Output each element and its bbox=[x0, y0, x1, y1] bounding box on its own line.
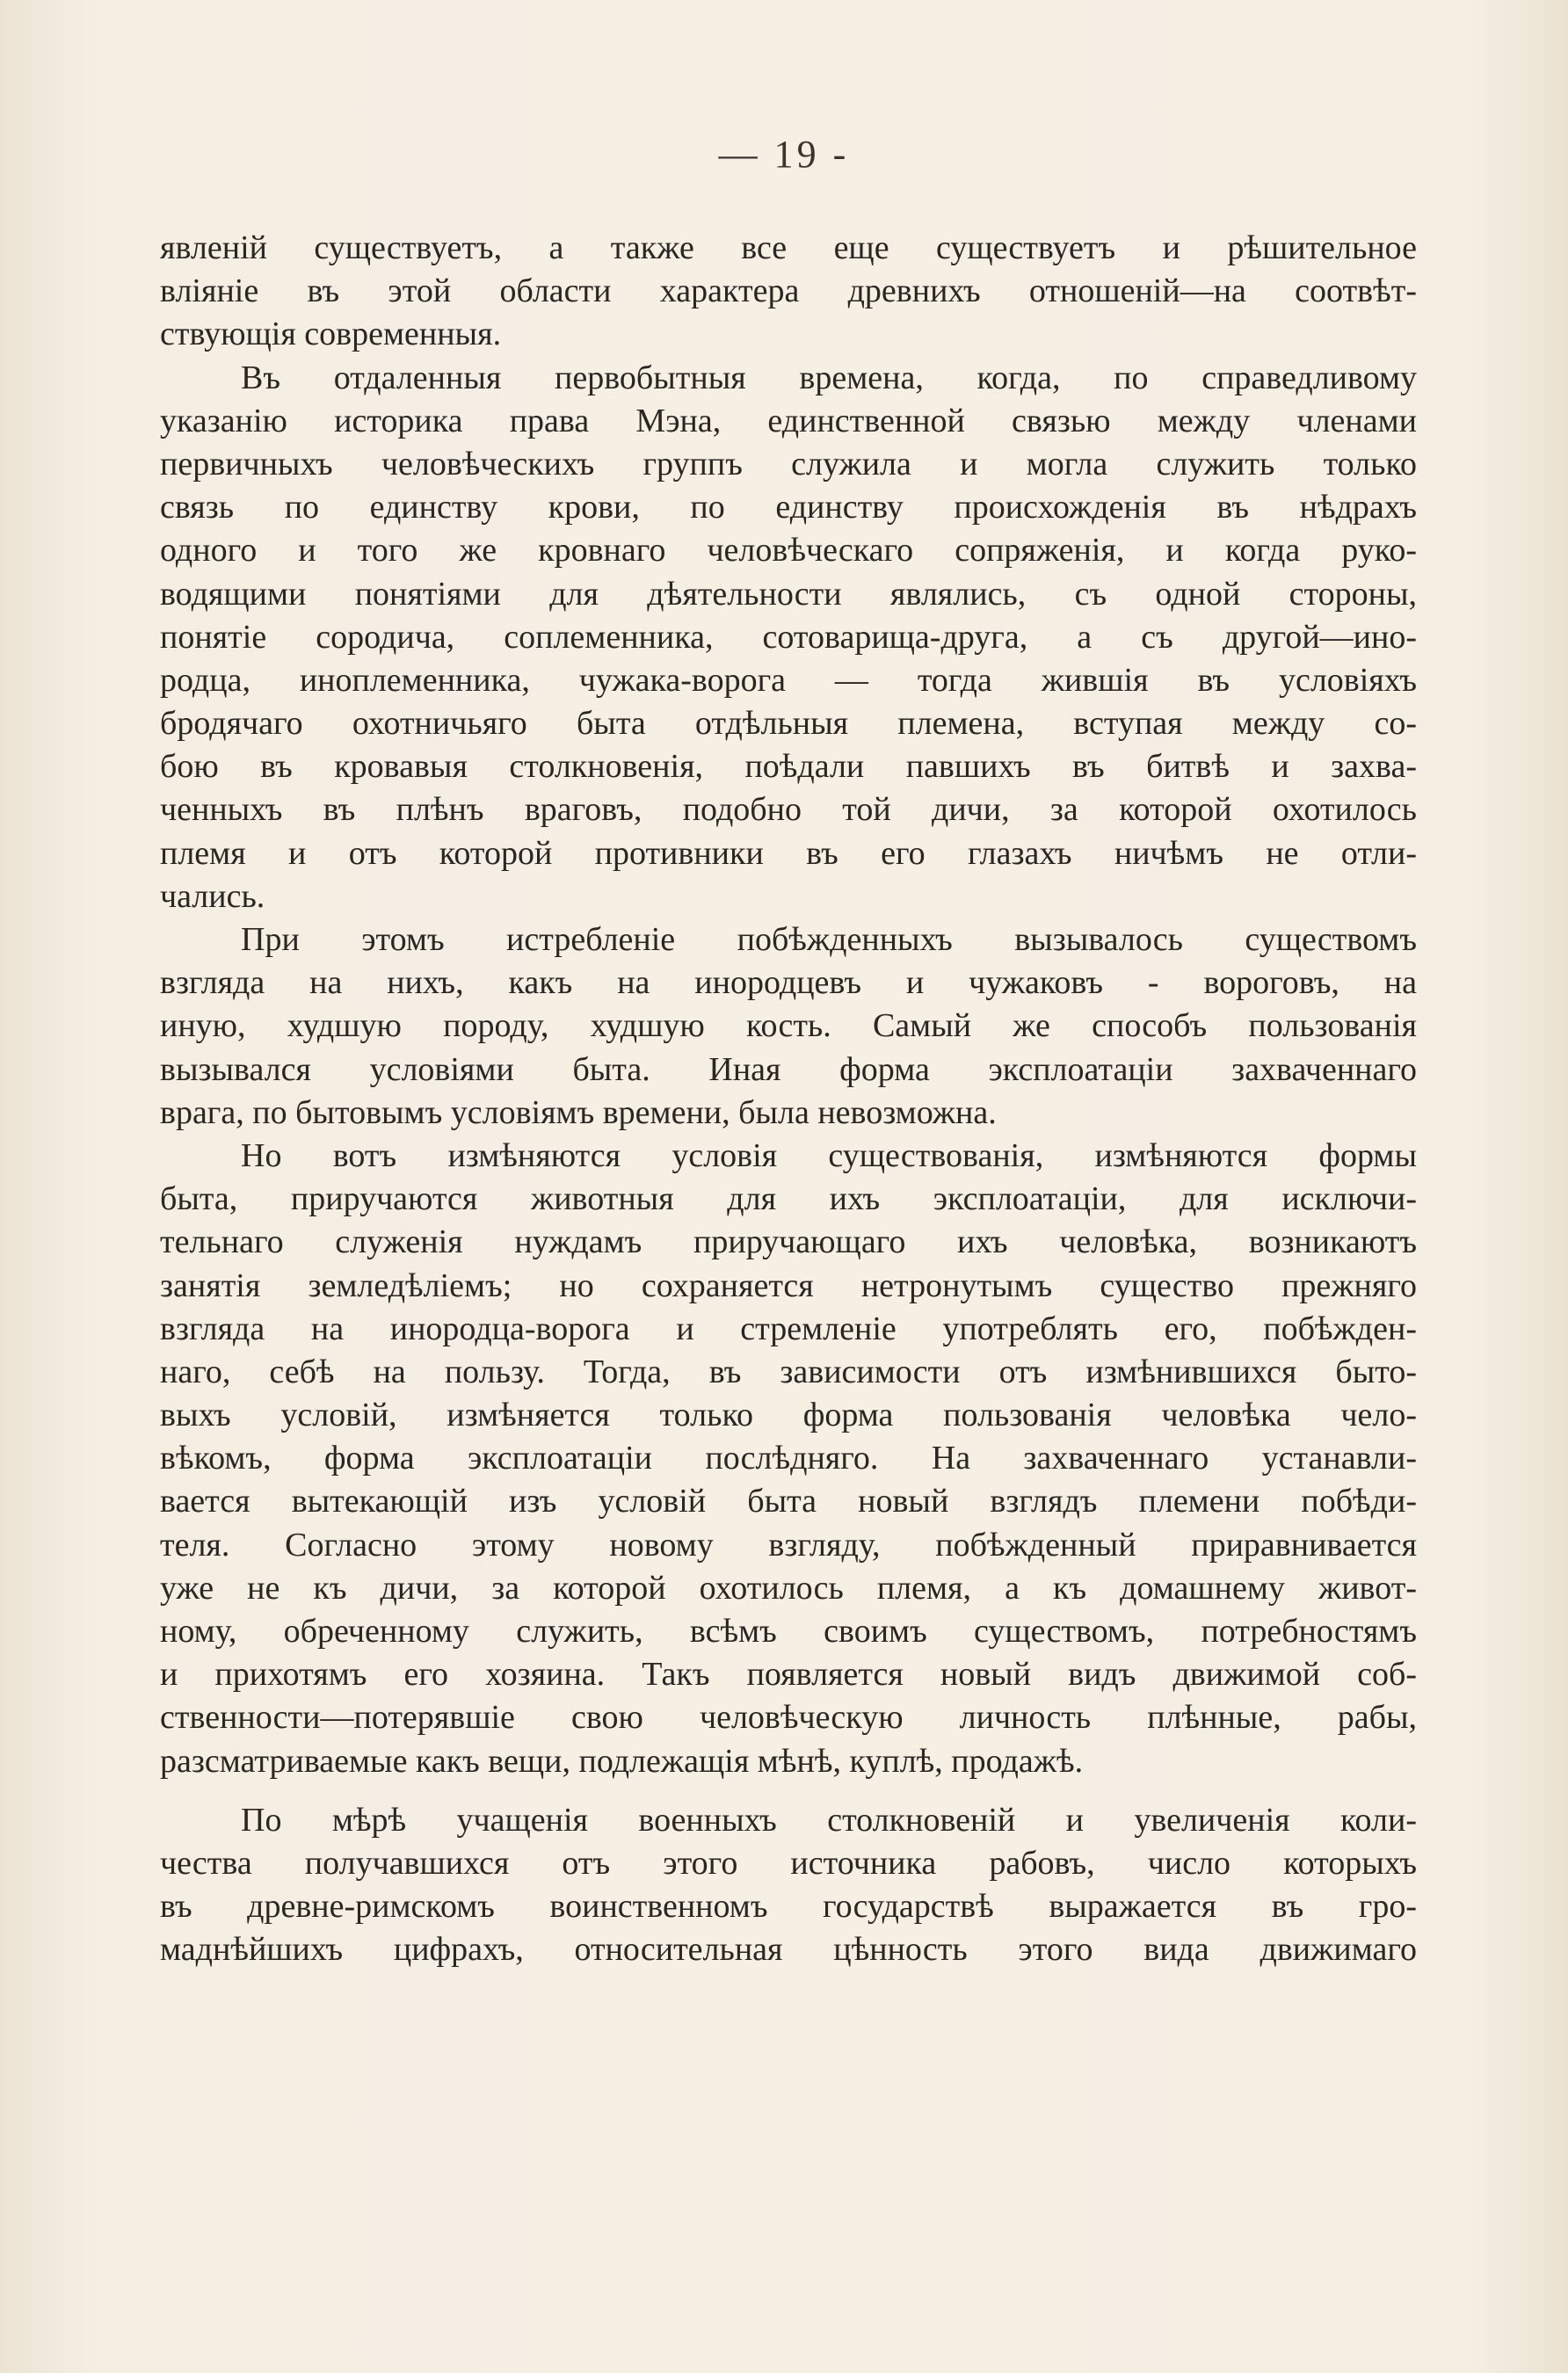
text-line: выхъ условій, измѣняется только форма пользованія человѣка чело- bbox=[160, 1397, 1417, 1434]
text-line: взгляда на нихъ, какъ на инородцевъ и чужаковъ - вороговъ, на bbox=[160, 964, 1417, 1002]
text-line: врага, по бытовымъ условіямъ времени, была невозможна. bbox=[160, 1093, 997, 1131]
text-line: При этомъ истребленіе побѣжденныхъ вызывалось существомъ bbox=[241, 921, 1417, 958]
text-line: бою въ кровавыя столкновенія, поѣдали павшихъ въ битвѣ и захва- bbox=[160, 748, 1417, 786]
text-line: родца, иноплеменника, чужака-ворога — тогда жившія въ условіяхъ bbox=[160, 661, 1417, 699]
paragraph-2 bbox=[160, 357, 1417, 918]
text-line: По мѣрѣ учащенія военныхъ столкновеній и увеличенія коли- bbox=[241, 1801, 1417, 1839]
paragraph-4 bbox=[160, 1135, 1417, 1783]
text-line: въ древне-римскомъ воинственномъ государствѣ выражается въ гро- bbox=[160, 1888, 1417, 1926]
text-line: бродячаго охотничьяго быта отдѣльныя племена, вступая между со- bbox=[160, 705, 1417, 743]
text-line: ному, обреченному служить, всѣмъ своимъ существомъ, потребностямъ bbox=[160, 1613, 1417, 1650]
paragraph-5 bbox=[160, 1799, 1417, 1972]
text-line: Въ отдаленныя первобытныя времена, когда, по справедливому bbox=[241, 359, 1417, 396]
text-line: вается вытекающій изъ условій быта новый взглядъ племени побѣди- bbox=[160, 1483, 1417, 1520]
text-line: иную, худшую породу, худшую кость. Самый же способъ пользованія bbox=[160, 1007, 1417, 1045]
text-line: ствующія современныя. bbox=[160, 316, 502, 353]
text-line: и прихотямъ его хозяина. Такъ появляется новый видъ движимой соб- bbox=[160, 1656, 1417, 1694]
text-line: вызывался условіями быта. Иная форма эксплоатаціи захваченнаго bbox=[160, 1050, 1417, 1088]
text-line: вліяніе въ этой области характера древнихъ отношеній—на соотвѣт- bbox=[160, 272, 1417, 310]
text-line: указанію историка права Мэна, единственной связью между членами bbox=[160, 402, 1417, 439]
text-line: наго, себѣ на пользу. Тогда, въ зависимости отъ измѣнившихся быто- bbox=[160, 1353, 1417, 1390]
paragraph-gap bbox=[160, 1783, 1417, 1799]
page-number: — 19 - bbox=[718, 133, 850, 176]
text-line: явленій существуетъ, а также все еще существуетъ и рѣшительное bbox=[160, 229, 1417, 266]
text-line: взгляда на инородца-ворога и стремленіе употреблять его, побѣжден- bbox=[160, 1310, 1417, 1347]
text-line: занятія земледѣліемъ; но сохраняется нетронутымъ существо прежняго bbox=[160, 1266, 1417, 1304]
text-line: разсматриваемые какъ вещи, подлежащія мѣнѣ, куплѣ, продажѣ. bbox=[160, 1742, 1084, 1780]
text-line: понятіе сородича, соплеменника, сотоварища-друга, а съ другой—ино- bbox=[160, 618, 1417, 656]
text-line: водящими понятіями для дѣятельности являлись, съ одной стороны, bbox=[160, 575, 1417, 613]
text-line: ченныхъ въ плѣнъ враговъ, подобно той дичи, за которой охотилось bbox=[160, 791, 1417, 829]
text-line: ственности—потерявшіе свою человѣческую личность плѣнные, рабы, bbox=[160, 1699, 1417, 1737]
text-line: Но вотъ измѣняются условія существованія, измѣняются формы bbox=[241, 1136, 1417, 1174]
text-line: племя и отъ которой противники въ его глазахъ ничѣмъ не отли- bbox=[160, 834, 1417, 872]
text-line: связь по единству крови, по единству происхожденія въ нѣдрахъ bbox=[160, 489, 1417, 526]
paragraph-3 bbox=[160, 918, 1417, 1135]
text-line: быта, приручаются животныя для ихъ эксплоатаціи, для исключи- bbox=[160, 1180, 1417, 1218]
text-line: уже не къ дичи, за которой охотилось племя, а къ домашнему живот- bbox=[160, 1569, 1417, 1607]
text-line: чества получавшихся отъ этого источника рабовъ, число которыхъ bbox=[160, 1844, 1417, 1882]
paragraph-1 bbox=[160, 227, 1417, 357]
text-line: маднѣйшихъ цифрахъ, относительная цѣнность этого вида движимаго bbox=[160, 1931, 1417, 1969]
text-line: чались. bbox=[160, 877, 265, 915]
text-line: первичныхъ человѣческихъ группъ служила и могла служить только bbox=[160, 445, 1417, 483]
text-line: одного и того же кровнаго человѣческаго сопряженія, и когда руко- bbox=[160, 532, 1417, 570]
body-text bbox=[160, 227, 1417, 1972]
text-line: тельнаго служенія нуждамъ приручающаго ихъ человѣка, возникаютъ bbox=[160, 1223, 1417, 1261]
text-line: теля. Согласно этому новому взгляду, побѣжденный приравнивается bbox=[160, 1526, 1417, 1564]
text-line: вѣкомъ, форма эксплоатаціи послѣдняго. На захваченнаго устанавли- bbox=[160, 1440, 1417, 1477]
